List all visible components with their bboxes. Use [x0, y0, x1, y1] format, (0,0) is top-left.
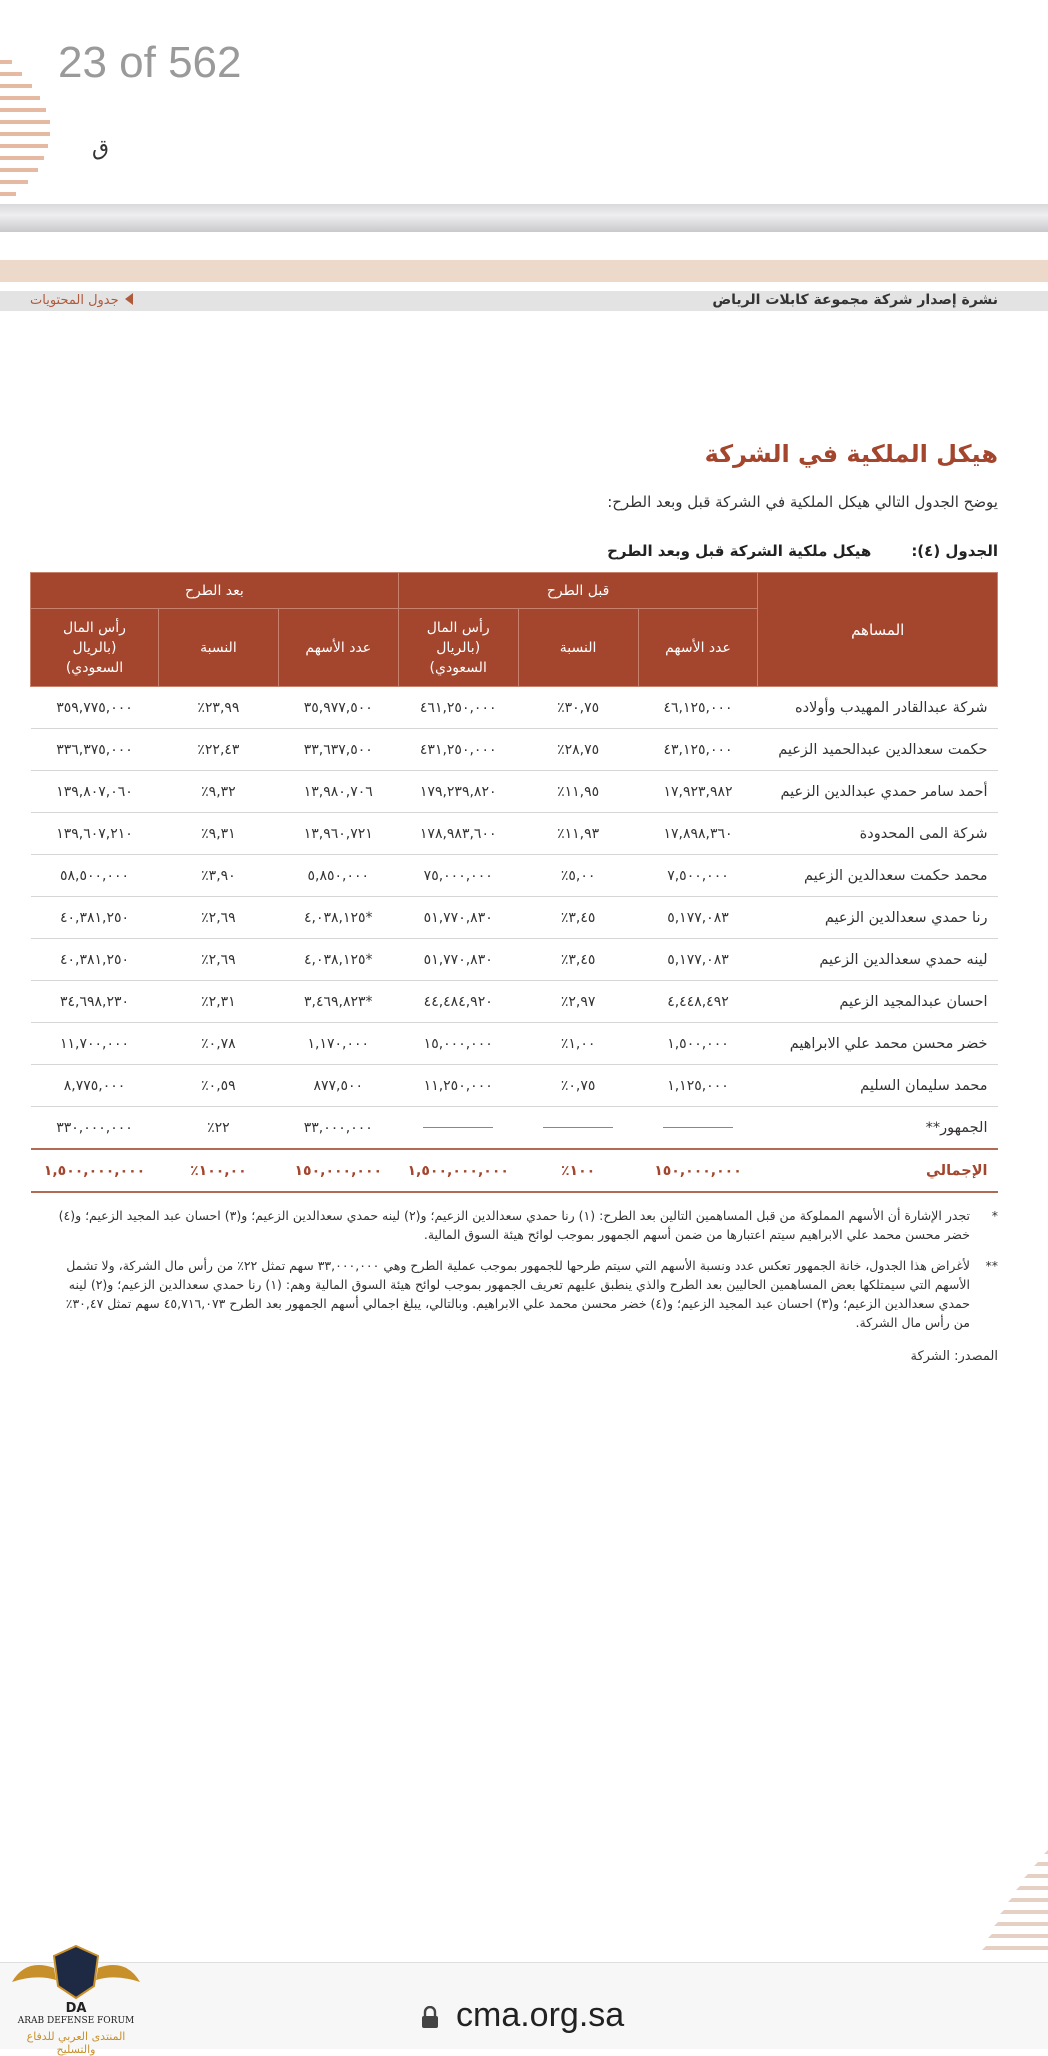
shareholder-name: شركة عبدالقادر المهيدب وأولاده [758, 687, 998, 729]
public-row [31, 1107, 998, 1150]
header-capital-line: (بالريال [436, 639, 481, 656]
header-capital [31, 609, 159, 687]
after-shares: ١٣,٩٨٠,٧٠٦ [278, 771, 398, 813]
section-title: هيكل الملكية في الشركة [704, 440, 998, 468]
header-capital-line: رأس المال [63, 619, 126, 636]
shareholder-name: احسان عبدالمجيد الزعيم [758, 981, 998, 1023]
after-percent: ٠,٥٩٪ [159, 1065, 279, 1107]
after-percent: ٩,٣١٪ [159, 813, 279, 855]
before-shares: ١,٥٠٠,٠٠٠ [638, 1023, 758, 1065]
logo-text-en: ARAB DEFENSE FORUM [17, 2016, 135, 2026]
before-shares-dash [638, 1107, 758, 1150]
total-label: الإجمالي [758, 1149, 998, 1192]
table-caption-text: هيكل ملكية الشركة قبل وبعد الطرح [607, 542, 872, 560]
after-shares: ٨٧٧,٥٠٠ [278, 1065, 398, 1107]
before-capital: ٥١,٧٧٠,٨٣٠ [398, 939, 518, 981]
after-shares: ١٥٠,٠٠٠,٠٠٠ [278, 1149, 398, 1192]
footnote-mark: ** [985, 1258, 998, 1273]
corner-character: ق [92, 136, 110, 161]
decorative-stripes [0, 60, 55, 210]
after-percent: ٢٢,٤٣٪ [159, 729, 279, 771]
before-capital: ٤٣١,٢٥٠,٠٠٠ [398, 729, 518, 771]
shareholder-name: شركة المى المحدودة [758, 813, 998, 855]
after-shares: ١٣,٩٦٠,٧٢١ [278, 813, 398, 855]
footnote-2 [30, 1256, 998, 1332]
after-capital: ٥٨,٥٠٠,٠٠٠ [31, 855, 159, 897]
after-capital: ٨,٧٧٥,٠٠٠ [31, 1065, 159, 1107]
after-capital: ١,٥٠٠,٠٠٠,٠٠٠ [31, 1149, 159, 1192]
before-percent: ١,٠٠٪ [518, 1023, 638, 1065]
before-capital: ١,٥٠٠,٠٠٠,٠٠٠ [398, 1149, 518, 1192]
after-capital: ٤٠,٣٨١,٢٥٠ [31, 939, 159, 981]
document-title: نشرة إصدار شركة مجموعة كابلات الرياض [712, 292, 998, 308]
after-percent: ٩,٣٢٪ [159, 771, 279, 813]
dash-line [423, 1127, 493, 1128]
after-shares: *٤,٠٣٨,١٢٥ [278, 939, 398, 981]
before-capital: ١٧٨,٩٨٣,٦٠٠ [398, 813, 518, 855]
before-capital: ٤٤,٤٨٤,٩٢٠ [398, 981, 518, 1023]
footnote-1 [30, 1206, 998, 1244]
after-capital: ٤٠,٣٨١,٢٥٠ [31, 897, 159, 939]
dash-line [543, 1127, 613, 1128]
triangle-left-icon [125, 293, 133, 305]
forum-logo [6, 1938, 146, 2056]
before-percent: ٢٨,٧٥٪ [518, 729, 638, 771]
svg-text:DA: DA [65, 2001, 87, 2016]
after-percent: ١٠٠,٠٠٪ [159, 1149, 279, 1192]
shareholder-name: أحمد سامر حمدي عبدالدين الزعيم [758, 771, 998, 813]
table-row [31, 729, 998, 771]
header-capital [398, 609, 518, 687]
after-percent: ٢,٦٩٪ [159, 939, 279, 981]
divider-band [0, 204, 1048, 232]
table-row [31, 771, 998, 813]
before-shares: ١٥٠,٠٠٠,٠٠٠ [638, 1149, 758, 1192]
page-counter: 23 of 562 [58, 38, 242, 87]
header-before-offering: قبل الطرح [398, 573, 758, 609]
shareholder-name: لينه حمدي سعدالدين الزعيم [758, 939, 998, 981]
before-shares: ٥,١٧٧,٠٨٣ [638, 939, 758, 981]
after-percent: ٢٣,٩٩٪ [159, 687, 279, 729]
ownership-table [30, 572, 998, 1193]
header-capital-line: السعودي) [429, 659, 487, 676]
footnote-mark: * [991, 1208, 998, 1223]
shareholder-name: محمد حكمت سعدالدين الزعيم [758, 855, 998, 897]
table-row [31, 855, 998, 897]
before-percent-dash [518, 1107, 638, 1150]
after-shares: ١,١٧٠,٠٠٠ [278, 1023, 398, 1065]
before-shares: ١٧,٨٩٨,٣٦٠ [638, 813, 758, 855]
shareholder-name: الجمهور** [758, 1107, 998, 1150]
after-percent: ٢,٦٩٪ [159, 897, 279, 939]
after-capital: ٣٥٩,٧٧٥,٠٠٠ [31, 687, 159, 729]
after-shares: ٣٣,٦٣٧,٥٠٠ [278, 729, 398, 771]
lock-icon [420, 2006, 440, 2028]
before-percent: ١١,٩٣٪ [518, 813, 638, 855]
before-percent: ٥,٠٠٪ [518, 855, 638, 897]
header-shares: عدد الأسهم [638, 609, 758, 687]
table-row [31, 939, 998, 981]
table-row [31, 813, 998, 855]
decorative-stripes [978, 1850, 1048, 1960]
header-after-offering: بعد الطرح [31, 573, 399, 609]
before-capital: ١٧٩,٢٣٩,٨٢٠ [398, 771, 518, 813]
after-shares: *٤,٠٣٨,١٢٥ [278, 897, 398, 939]
after-capital: ٣٣٠,٠٠٠,٠٠٠ [31, 1107, 159, 1150]
before-shares: ٤٦,١٢٥,٠٠٠ [638, 687, 758, 729]
after-capital: ١١,٧٠٠,٠٠٠ [31, 1023, 159, 1065]
before-capital-dash [398, 1107, 518, 1150]
before-percent: ١١,٩٥٪ [518, 771, 638, 813]
table-row [31, 981, 998, 1023]
before-capital: ٤٦١,٢٥٠,٠٠٠ [398, 687, 518, 729]
after-capital: ١٣٩,٨٠٧,٠٦٠ [31, 771, 159, 813]
table-row [31, 897, 998, 939]
after-capital: ١٣٩,٦٠٧,٢١٠ [31, 813, 159, 855]
after-percent: ٠,٧٨٪ [159, 1023, 279, 1065]
before-shares: ٤,٤٤٨,٤٩٢ [638, 981, 758, 1023]
table-row [31, 1023, 998, 1065]
after-capital: ٣٣٦,٣٧٥,٠٠٠ [31, 729, 159, 771]
after-shares: ٣٣,٠٠٠,٠٠٠ [278, 1107, 398, 1150]
before-percent: ٣,٤٥٪ [518, 897, 638, 939]
header-percent: النسبة [518, 609, 638, 687]
before-capital: ١١,٢٥٠,٠٠٠ [398, 1065, 518, 1107]
after-percent: ٣,٩٠٪ [159, 855, 279, 897]
table-row [31, 1065, 998, 1107]
logo-text-ar: المنتدى العربي للدفاع والتسليح [26, 2030, 126, 2056]
eagle-shield-icon [6, 1938, 146, 2016]
section-intro: يوضح الجدول التالي هيكل الملكية في الشركة قبل وبعد الطرح: [607, 493, 998, 511]
header-percent: النسبة [159, 609, 279, 687]
before-capital: ٥١,٧٧٠,٨٣٠ [398, 897, 518, 939]
before-percent: ٠,٧٥٪ [518, 1065, 638, 1107]
after-shares: ٣٥,٩٧٧,٥٠٠ [278, 687, 398, 729]
header-shareholder: المساهم [758, 573, 998, 687]
before-percent: ٢,٩٧٪ [518, 981, 638, 1023]
table-caption-number: الجدول (٤): [911, 542, 998, 560]
toc-link-label: جدول المحتويات [30, 293, 119, 308]
source-note: المصدر: الشركة [910, 1349, 998, 1364]
footnote-text: لأغراض هذا الجدول، خانة الجمهور تعكس عدد ونسبة الأسهم التي سيتم طرحها للجمهور بموجب عملية الطرح وهي ٣٣,٠٠٠,٠٠٠ سهم تمثل ٢٢٪ من رأس مال الشركة، ولا تشمل الأسهم التي سيمتلكها بعض المساهمين الحاليين بعد الطرح والذي ينطبق عليهم تعريف الجمهور بموجب لوائح هيئة السوق المالية وهم: (١) رنا حمدي سعدالدين الزعيم؛ و(٢) لينه حمدي سعدالدين الزعيم؛ و(٣) احسان عبد المجيد الزعيم؛ و(٤) خضر محسن محمد علي الابراهيم. وبالتالي، يبلغ اجمالي أسهم الجمهور بعد الطرح ٤٥,٧١٦,٠٧٣ سهم تمثل ٣٠,٤٧٪ من رأس مال الشركة. [65, 1258, 970, 1330]
header-capital-line: السعودي) [65, 659, 124, 676]
url-text[interactable]: cma.org.sa [456, 1996, 625, 2034]
shareholder-name: حكمت سعدالدين عبدالحميد الزعيم [758, 729, 998, 771]
shareholder-name: رنا حمدي سعدالدين الزعيم [758, 897, 998, 939]
after-shares: ٥,٨٥٠,٠٠٠ [278, 855, 398, 897]
before-capital: ١٥,٠٠٠,٠٠٠ [398, 1023, 518, 1065]
total-row [31, 1149, 998, 1192]
shareholder-name: خضر محسن محمد علي الابراهيم [758, 1023, 998, 1065]
document-header [0, 291, 1048, 311]
after-capital: ٣٤,٦٩٨,٢٣٠ [31, 981, 159, 1023]
divider-band [0, 260, 1048, 282]
before-percent: ٣٠,٧٥٪ [518, 687, 638, 729]
before-shares: ٥,١٧٧,٠٨٣ [638, 897, 758, 939]
dash-line [663, 1127, 733, 1128]
before-shares: ١,١٢٥,٠٠٠ [638, 1065, 758, 1107]
after-shares: *٣,٤٦٩,٨٢٣ [278, 981, 398, 1023]
before-capital: ٧٥,٠٠٠,٠٠٠ [398, 855, 518, 897]
after-percent: ٢٢٪ [159, 1107, 279, 1150]
before-shares: ٧,٥٠٠,٠٠٠ [638, 855, 758, 897]
footnote-text: تجدر الإشارة أن الأسهم المملوكة من قبل المساهمين التالين بعد الطرح: (١) رنا حمدي سعدالدين الزعيم؛ و(٢) لينه حمدي سعدالدين الزعيم؛ و(٣) احسان عبد المجيد الزعيم؛ و(٤) خضر محسن محمد علي الابراهيم سيتم اعتبارها من ضمن أسهم الجمهور بموجب لوائح هيئة السوق المالية. [58, 1208, 970, 1242]
header-shares: عدد الأسهم [278, 609, 398, 687]
before-percent: ٣,٤٥٪ [518, 939, 638, 981]
table-row [31, 687, 998, 729]
before-percent: ١٠٠٪ [518, 1149, 638, 1192]
header-capital-line: (بالريال [72, 639, 117, 656]
header-capital-line: رأس المال [426, 619, 490, 636]
after-percent: ٢,٣١٪ [159, 981, 279, 1023]
before-shares: ٤٣,١٢٥,٠٠٠ [638, 729, 758, 771]
toc-link[interactable] [30, 293, 133, 308]
before-shares: ١٧,٩٢٣,٩٨٢ [638, 771, 758, 813]
shareholder-name: محمد سليمان السليم [758, 1065, 998, 1107]
table-caption [607, 542, 998, 560]
